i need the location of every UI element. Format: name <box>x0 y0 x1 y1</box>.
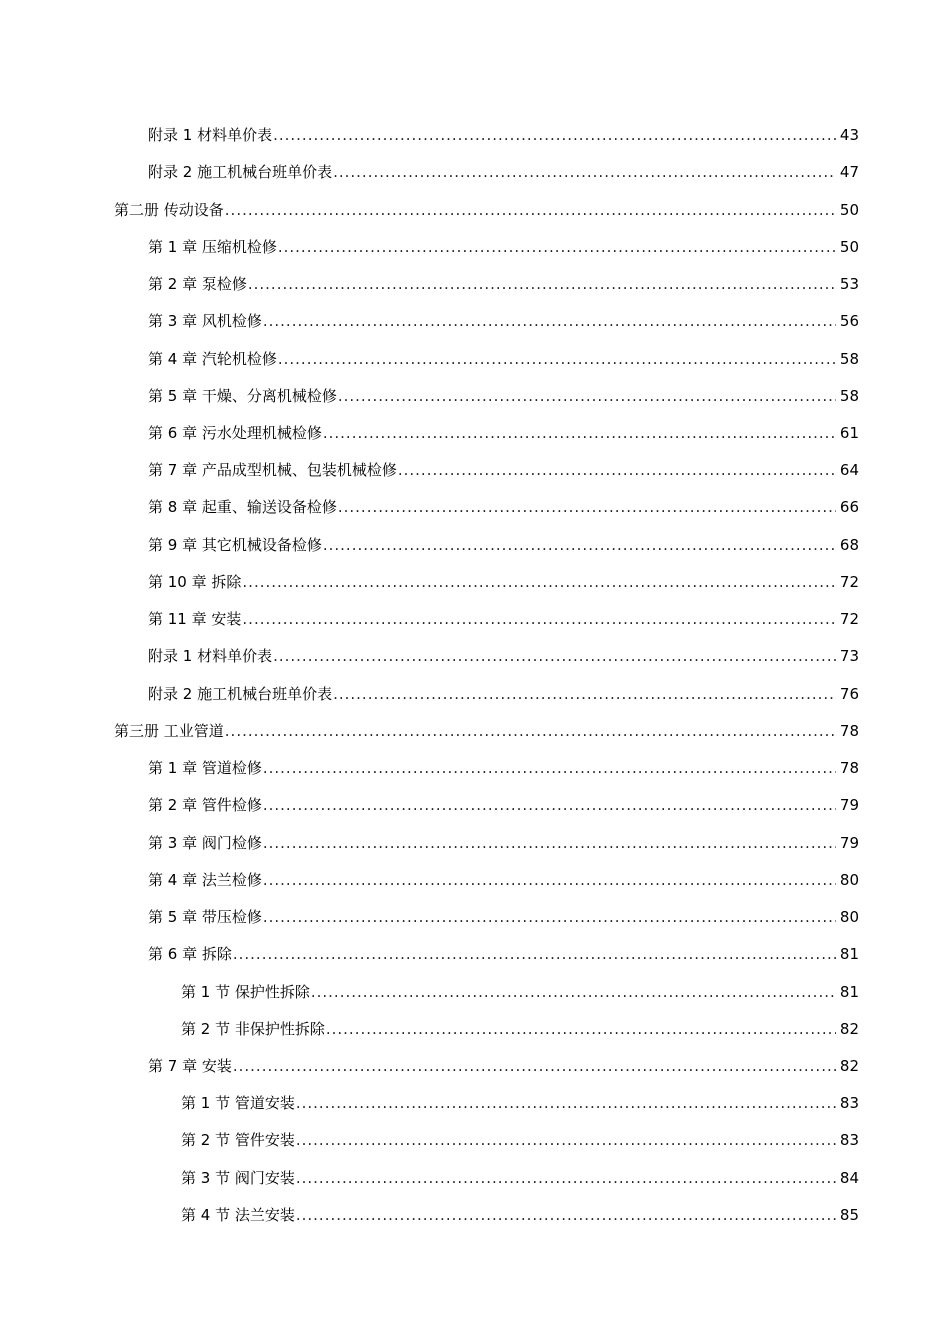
toc-dot-leader <box>263 836 836 851</box>
toc-page-number: 83 <box>839 1131 859 1150</box>
toc-dot-leader <box>248 277 836 292</box>
toc-entry[interactable] <box>0 229 950 266</box>
toc-entry-title: 第 1 节 保护性拆除 <box>181 982 310 1001</box>
toc-entry[interactable] <box>0 713 950 750</box>
toc-dot-leader <box>338 389 836 404</box>
toc-entry-title: 第 7 章 安装 <box>148 1056 232 1075</box>
toc-entry[interactable] <box>0 1197 950 1234</box>
toc-entry[interactable] <box>0 564 950 601</box>
toc-entry-title: 附录 1 材料单价表 <box>148 647 273 666</box>
toc-dot-leader <box>263 761 836 776</box>
toc-dot-leader <box>278 352 836 367</box>
toc-page-number: 50 <box>839 237 859 256</box>
toc-entry[interactable] <box>0 676 950 713</box>
toc-page-number: 56 <box>839 312 859 331</box>
toc-page-number: 85 <box>839 1205 859 1224</box>
toc-page-number: 47 <box>839 163 859 182</box>
toc-page-number: 84 <box>839 1168 859 1187</box>
toc-dot-leader <box>323 538 836 553</box>
toc-dot-leader <box>326 1022 836 1037</box>
toc-entry-title: 第 2 节 管件安装 <box>181 1131 295 1150</box>
toc-dot-leader <box>225 724 836 739</box>
toc-entry-title: 第二册 传动设备 <box>114 200 224 219</box>
toc-entry[interactable] <box>0 936 950 973</box>
toc-page-number: 76 <box>839 684 859 703</box>
toc-entry-title: 第 1 节 管道安装 <box>181 1094 295 1113</box>
toc-entry-title: 第 11 章 安装 <box>148 610 242 629</box>
toc-dot-leader <box>323 426 836 441</box>
toc-page-number: 80 <box>839 870 859 889</box>
toc-entry[interactable] <box>0 1160 950 1197</box>
toc-entry-title: 第 3 章 风机检修 <box>148 312 262 331</box>
toc-entry[interactable] <box>0 340 950 377</box>
toc-page-number: 72 <box>839 610 859 629</box>
toc-page-number: 81 <box>839 982 859 1001</box>
toc-entry-title: 附录 2 施工机械台班单价表 <box>148 684 333 703</box>
toc-page-number: 61 <box>839 423 859 442</box>
toc-entry-title: 第 2 章 泵检修 <box>148 275 247 294</box>
toc-entry-title: 附录 1 材料单价表 <box>148 126 273 145</box>
toc-dot-leader <box>233 1059 836 1074</box>
toc-entry[interactable] <box>0 824 950 861</box>
toc-dot-leader <box>273 649 836 664</box>
toc-entry[interactable] <box>0 1048 950 1085</box>
toc-page-number: 73 <box>839 647 859 666</box>
toc-dot-leader <box>278 240 836 255</box>
toc-entry-title: 第 2 章 管件检修 <box>148 796 262 815</box>
table-of-contents <box>0 117 950 1234</box>
toc-entry-title: 第 2 节 非保护性拆除 <box>181 1019 325 1038</box>
toc-entry[interactable] <box>0 1011 950 1048</box>
toc-entry-title: 第 3 章 阀门检修 <box>148 833 262 852</box>
toc-dot-leader <box>263 910 836 925</box>
toc-entry-title: 第 9 章 其它机械设备检修 <box>148 535 322 554</box>
toc-entry-title: 第 8 章 起重、输送设备检修 <box>148 498 337 517</box>
toc-page-number: 82 <box>839 1019 859 1038</box>
toc-page-number: 58 <box>839 349 859 368</box>
toc-entry-title: 第 1 章 管道检修 <box>148 759 262 778</box>
toc-entry-title: 第 5 章 带压检修 <box>148 908 262 927</box>
toc-dot-leader <box>333 687 836 702</box>
toc-entry[interactable] <box>0 117 950 154</box>
toc-page-number: 79 <box>839 833 859 852</box>
toc-entry-title: 第 6 章 拆除 <box>148 945 232 964</box>
toc-dot-leader <box>263 873 836 888</box>
toc-dot-leader <box>225 203 836 218</box>
toc-dot-leader <box>398 463 836 478</box>
toc-page-number: 43 <box>839 126 859 145</box>
toc-dot-leader <box>333 165 836 180</box>
toc-page-number: 78 <box>839 759 859 778</box>
toc-page-number: 78 <box>839 721 859 740</box>
toc-entry-title: 第 4 节 法兰安装 <box>181 1205 295 1224</box>
toc-page-number: 81 <box>839 945 859 964</box>
toc-page-number: 53 <box>839 275 859 294</box>
toc-entry[interactable] <box>0 154 950 191</box>
toc-entry[interactable] <box>0 303 950 340</box>
toc-dot-leader <box>263 798 836 813</box>
toc-entry-title: 附录 2 施工机械台班单价表 <box>148 163 333 182</box>
toc-entry-title: 第 6 章 污水处理机械检修 <box>148 423 322 442</box>
toc-dot-leader <box>338 500 836 515</box>
toc-entry[interactable] <box>0 415 950 452</box>
toc-page-number: 79 <box>839 796 859 815</box>
toc-entry[interactable] <box>0 527 950 564</box>
toc-page-number: 50 <box>839 200 859 219</box>
toc-entry[interactable] <box>0 452 950 489</box>
toc-entry-title: 第 4 章 汽轮机检修 <box>148 349 277 368</box>
toc-page-number: 83 <box>839 1094 859 1113</box>
toc-entry[interactable] <box>0 378 950 415</box>
toc-entry[interactable] <box>0 489 950 526</box>
toc-dot-leader <box>296 1133 836 1148</box>
toc-entry[interactable] <box>0 601 950 638</box>
toc-entry-title: 第 4 章 法兰检修 <box>148 870 262 889</box>
toc-dot-leader <box>296 1171 836 1186</box>
toc-entry-title: 第 5 章 干燥、分离机械检修 <box>148 386 337 405</box>
toc-page-number: 66 <box>839 498 859 517</box>
toc-page-number: 80 <box>839 908 859 927</box>
toc-dot-leader <box>273 128 836 143</box>
toc-entry[interactable] <box>0 862 950 899</box>
toc-dot-leader <box>233 947 836 962</box>
toc-dot-leader <box>311 985 836 1000</box>
toc-entry[interactable] <box>0 1085 950 1122</box>
toc-entry[interactable] <box>0 191 950 228</box>
toc-entry[interactable] <box>0 1122 950 1159</box>
toc-entry[interactable] <box>0 750 950 787</box>
toc-entry[interactable] <box>0 638 950 675</box>
toc-dot-leader <box>242 612 836 627</box>
toc-page-number: 68 <box>839 535 859 554</box>
toc-entry[interactable] <box>0 973 950 1010</box>
toc-page-number: 58 <box>839 386 859 405</box>
toc-entry[interactable] <box>0 266 950 303</box>
toc-dot-leader <box>296 1208 836 1223</box>
toc-dot-leader <box>296 1096 836 1111</box>
toc-entry[interactable] <box>0 899 950 936</box>
toc-page-number: 82 <box>839 1056 859 1075</box>
toc-entry-title: 第 7 章 产品成型机械、包装机械检修 <box>148 461 397 480</box>
toc-dot-leader <box>263 314 836 329</box>
toc-entry-title: 第 1 章 压缩机检修 <box>148 237 277 256</box>
toc-page-number: 64 <box>839 461 859 480</box>
toc-entry-title: 第三册 工业管道 <box>114 721 224 740</box>
toc-page-number: 72 <box>839 572 859 591</box>
toc-entry-title: 第 3 节 阀门安装 <box>181 1168 295 1187</box>
toc-entry-title: 第 10 章 拆除 <box>148 572 242 591</box>
toc-dot-leader <box>242 575 836 590</box>
toc-entry[interactable] <box>0 787 950 824</box>
